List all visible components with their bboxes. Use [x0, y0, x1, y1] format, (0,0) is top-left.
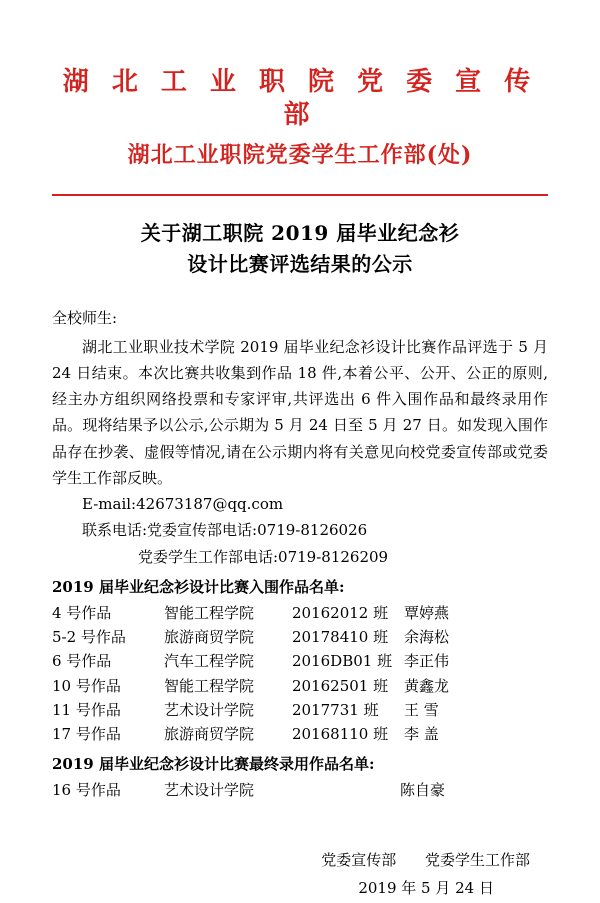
- student-name: 陈自豪: [400, 780, 446, 799]
- signing-department-publicity: 党委宣传部: [321, 850, 397, 869]
- student-name: 王 雪: [404, 700, 439, 719]
- work-number: 5-2 号作品: [52, 628, 126, 647]
- phone-line-publicity: 联系电话:党委宣传部电话:0719-8126026: [82, 521, 368, 540]
- shortlist-table: [52, 601, 548, 747]
- phone-line-student-affairs: 党委学生工作部电话:0719-8126209: [138, 547, 389, 566]
- class-number: 2016DB01 班: [292, 652, 393, 671]
- signature-date: 2019 年 5 月 24 日: [358, 879, 494, 898]
- work-number: 16 号作品: [52, 780, 121, 799]
- table-row: [52, 601, 548, 625]
- college-name: 智能工程学院: [164, 676, 255, 695]
- table-row: [52, 625, 548, 649]
- college-name: 艺术设计学院: [164, 700, 255, 719]
- student-name: 余海松: [404, 628, 450, 647]
- main-paragraph: 湖北工业职业技术学院 2019 届毕业纪念衫设计比赛作品评选于 5 月 24 日结束。本次比赛共收集到作品 18 件,本着公平、公开、公正的原则,经主办方组织网络投票和专家评审,共评选出 6 件入围作品和最终录用作品。现将结果予以公示,公示期为 5 月 24 日至 5 月 27 日。如发现入围作品存在抄袭、虚假等情况,请在公示期内将有关意见向校党委宣传部或党委学生工作部反映。: [52, 337, 548, 487]
- college-name: 艺术设计学院: [164, 780, 255, 799]
- salutation: 全校师生:: [52, 309, 118, 327]
- signature-block: [52, 846, 548, 903]
- table-row: [52, 649, 548, 673]
- college-name: 旅游商贸学院: [164, 628, 255, 647]
- work-number: 4 号作品: [52, 603, 112, 622]
- class-number: 20162012 班: [292, 603, 389, 622]
- class-number: 2017731 班: [292, 700, 379, 719]
- college-name: 汽车工程学院: [164, 652, 255, 671]
- table-row: [52, 698, 548, 722]
- document-title-line-1: 关于湖工职院 2019 届毕业纪念衫: [140, 221, 460, 245]
- final-selection-heading: 2019 届毕业纪念衫设计比赛最终录用作品名单:: [52, 754, 375, 773]
- document-title-line-2: 设计比赛评选结果的公示: [187, 252, 413, 276]
- work-number: 10 号作品: [52, 676, 121, 695]
- student-name: 覃婷燕: [404, 603, 450, 622]
- work-number: 11 号作品: [52, 700, 121, 719]
- work-number: 6 号作品: [52, 652, 112, 671]
- signing-departments: [52, 846, 548, 875]
- masthead-line-1: 湖 北 工 业 职 院 党 委 宣 传 部: [62, 67, 538, 130]
- red-divider-rule: [52, 194, 548, 196]
- class-number: 20162501 班: [292, 676, 389, 695]
- student-name: 黄鑫龙: [404, 676, 450, 695]
- college-name: 智能工程学院: [164, 603, 255, 622]
- table-row: [52, 778, 548, 802]
- class-number: 20168110 班: [292, 725, 389, 744]
- table-row: [52, 674, 548, 698]
- email-line: E-mail:42673187@qq.com: [82, 495, 284, 513]
- final-selection-table: [52, 778, 548, 802]
- student-name: 李正伟: [404, 652, 450, 671]
- masthead-line-2: 湖北工业职院党委学生工作部(处): [127, 142, 473, 168]
- table-row: [52, 722, 548, 746]
- work-number: 17 号作品: [52, 725, 121, 744]
- shortlist-heading: 2019 届毕业纪念衫设计比赛入围作品名单:: [52, 577, 345, 596]
- student-name: 李 盖: [404, 725, 439, 744]
- class-number: 20178410 班: [292, 628, 389, 647]
- masthead: [52, 0, 548, 172]
- college-name: 旅游商贸学院: [164, 725, 255, 744]
- document-title: [52, 218, 548, 280]
- signing-department-student-affairs: 党委学生工作部: [424, 850, 530, 869]
